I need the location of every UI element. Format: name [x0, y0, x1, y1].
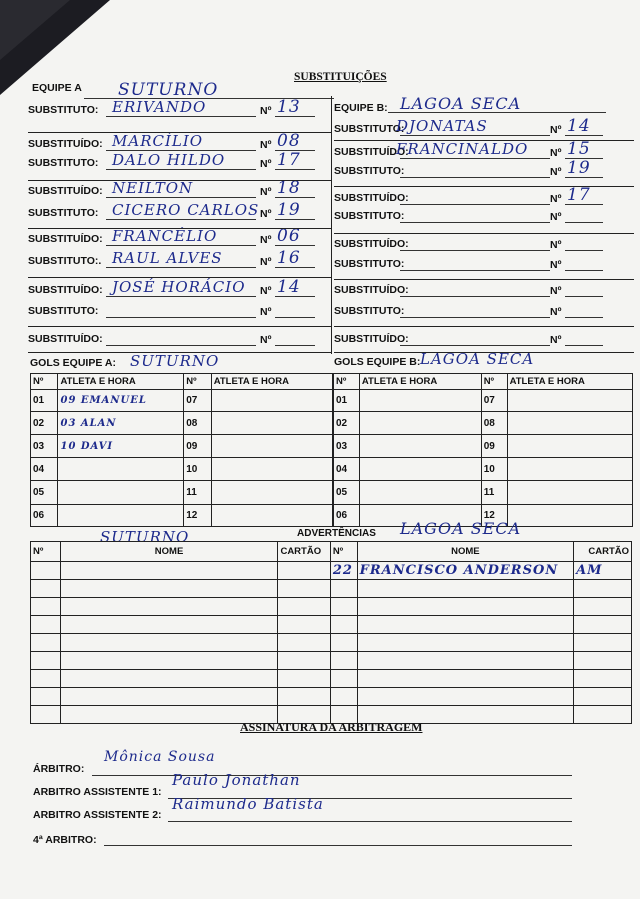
goals-row: [334, 481, 633, 505]
warning-cartao: [574, 706, 632, 724]
sub-number-label: Nº: [550, 239, 562, 251]
goal-number: 01: [31, 390, 58, 412]
warning-nome: [357, 688, 573, 706]
goals-header-cell: ATLETA E HORA: [507, 374, 632, 390]
sub-divider: [331, 96, 332, 354]
goals-header-cell: ATLETA E HORA: [359, 374, 481, 390]
goal-entry: [359, 412, 481, 435]
assistente-2-signature: Raimundo Batista: [172, 795, 324, 813]
sub-label: SUBSTITUTO:: [28, 104, 99, 116]
sub-number-label: Nº: [550, 211, 562, 223]
sub-number-label: Nº: [260, 234, 272, 246]
sub-number-line: [565, 204, 603, 205]
goals-header-row: [334, 374, 633, 390]
sub-label: SUBSTITUÍDO:: [28, 284, 103, 296]
warning-no: [31, 562, 61, 580]
sub-name-line: [106, 245, 256, 246]
goal-number: 11: [481, 481, 507, 505]
sub-name-line: [400, 222, 550, 223]
goal-entry: [507, 458, 632, 481]
sub-number-value: 08: [277, 131, 301, 151]
quarto-arbitro-label: 4ª ARBITRO:: [33, 834, 97, 846]
sub-player-name: MARCÍLIO: [112, 132, 204, 150]
goal-number: 05: [31, 481, 58, 505]
scan-corner-shadow-inner: [0, 0, 70, 60]
warning-no: [31, 652, 61, 670]
sub-number-label: Nº: [260, 306, 272, 318]
sub-number-label: Nº: [260, 186, 272, 198]
warning-no: [330, 670, 357, 688]
equipe-b-underline: [388, 112, 606, 113]
goal-number: 01: [334, 390, 360, 412]
goal-entry: [211, 412, 332, 435]
warning-cartao: [278, 598, 330, 616]
sub-number-value: 18: [277, 178, 301, 198]
sub-label: SUBSTITUTO:: [334, 210, 405, 222]
warning-nome: [60, 598, 278, 616]
advertencias-label: ADVERTÊNCIAS: [297, 528, 376, 539]
sub-label: SUBSTITUÍDO:: [28, 185, 103, 197]
warning-cartao: AM: [574, 562, 632, 580]
warnings-row: [31, 634, 632, 652]
sub-player-name: NEILTON: [112, 179, 194, 197]
goal-entry: 09 EMANUEL: [58, 390, 184, 412]
goal-entry: 03 ALAN: [58, 412, 184, 435]
warning-nome: [357, 598, 573, 616]
sub-number-line: [275, 219, 315, 220]
assistente-2-line: [168, 821, 572, 822]
goal-entry: [211, 481, 332, 505]
sub-number-label: Nº: [550, 166, 562, 178]
warning-cartao: [574, 670, 632, 688]
goals-table: [30, 373, 333, 527]
sub-separator: [334, 279, 634, 280]
goal-number: 04: [31, 458, 58, 481]
page-title: SUBSTITUIÇÕES: [294, 71, 387, 83]
goal-entry: [507, 435, 632, 458]
sub-label: SUBSTITUTO:: [334, 305, 405, 317]
warning-no: [31, 688, 61, 706]
sub-name-line: [106, 267, 256, 268]
sub-number-label: Nº: [550, 259, 562, 271]
sub-number-label: Nº: [550, 147, 562, 159]
warnings-row: [31, 652, 632, 670]
sub-label: SUBSTITUÍDO:: [334, 146, 409, 158]
sub-number-line: [275, 317, 315, 318]
sub-separator: [28, 132, 331, 133]
goal-number: 04: [334, 458, 360, 481]
warnings-grid: [30, 541, 632, 724]
sub-number-label: Nº: [260, 334, 272, 346]
goal-number: 03: [334, 435, 360, 458]
sub-label: SUBSTITUTO:: [334, 165, 405, 177]
sub-number-value: 17: [277, 150, 301, 170]
equipe-a-name: SUTURNO: [118, 80, 219, 100]
warning-cartao: [278, 670, 330, 688]
warning-cartao: [574, 580, 632, 598]
warning-nome: [357, 652, 573, 670]
goals-header-cell: Nº: [31, 374, 58, 390]
warnings-header-cell: Nº: [330, 542, 357, 562]
goal-entry: [211, 458, 332, 481]
goal-number: 07: [184, 390, 211, 412]
sub-player-name: DJONATAS: [396, 117, 488, 135]
sub-number-label: Nº: [550, 124, 562, 136]
goal-entry: [211, 390, 332, 412]
goal-number: 07: [481, 390, 507, 412]
sub-separator: [334, 140, 634, 141]
sub-number-label: Nº: [550, 193, 562, 205]
sub-label: SUBSTITUÍDO:: [334, 192, 409, 204]
warning-cartao: [278, 580, 330, 598]
sub-name-line: [400, 135, 550, 136]
sub-label: SUBSTITUÍDO:: [28, 333, 103, 345]
goal-number: 10: [481, 458, 507, 481]
goal-entry: [507, 481, 632, 505]
sub-label: SUBSTITUTO:: [28, 157, 99, 169]
sub-number-line: [565, 222, 603, 223]
sub-player-name: DALO HILDO: [112, 151, 226, 169]
warnings-header-cell: Nº: [31, 542, 61, 562]
sub-number-line: [565, 296, 603, 297]
goal-number: 06: [334, 505, 360, 527]
sub-number-line: [565, 345, 603, 346]
warnings-header-cell: NOME: [357, 542, 573, 562]
sub-number-label: Nº: [260, 139, 272, 151]
arbitro-line: [92, 775, 572, 776]
sub-name-line: [400, 270, 550, 271]
sub-name-line: [106, 317, 256, 318]
sub-separator: [28, 326, 331, 327]
sub-number-line: [275, 116, 315, 117]
sub-name-line: [400, 317, 550, 318]
sub-player-name: JOSÉ HORÁCIO: [112, 278, 246, 296]
sub-number-label: Nº: [260, 105, 272, 117]
sub-number-label: Nº: [550, 334, 562, 346]
goal-entry: [211, 505, 332, 527]
goals-row: [334, 390, 633, 412]
warning-cartao: [278, 688, 330, 706]
warnings-row: [31, 580, 632, 598]
goal-number: 12: [184, 505, 211, 527]
warning-cartao: [574, 652, 632, 670]
sub-label: SUBSTITUÍDO:: [334, 284, 409, 296]
sub-name-line: [106, 345, 256, 346]
sub-number-value: 19: [567, 158, 591, 178]
sub-name-line: [400, 177, 550, 178]
goal-entry: [507, 412, 632, 435]
sub-label: SUBSTITUÍDO:: [28, 138, 103, 150]
sub-label: SUBSTITUTO:.: [28, 255, 102, 267]
warning-nome: [357, 670, 573, 688]
sub-number-label: Nº: [260, 256, 272, 268]
sub-name-line: [400, 250, 550, 251]
sub-name-line: [400, 204, 550, 205]
sub-number-value: 16: [277, 248, 301, 268]
sub-player-name: ERIVANDO: [112, 98, 207, 116]
sub-number-line: [275, 245, 315, 246]
goals-row: [31, 412, 333, 435]
quarto-arbitro-line: [104, 845, 572, 846]
sub-number-label: Nº: [260, 158, 272, 170]
sub-number-line: [275, 296, 315, 297]
goal-number: 11: [184, 481, 211, 505]
warning-no: [31, 670, 61, 688]
goals-header-cell: Nº: [184, 374, 211, 390]
goals-row: [334, 458, 633, 481]
warning-cartao: [278, 616, 330, 634]
sub-number-value: 19: [277, 200, 301, 220]
warning-no: [330, 652, 357, 670]
warning-cartao: [278, 562, 330, 580]
sub-number-line: [275, 345, 315, 346]
goal-number: 12: [481, 505, 507, 527]
warning-nome: [60, 670, 278, 688]
goal-entry: [507, 390, 632, 412]
warning-cartao: [278, 634, 330, 652]
goal-entry: [359, 481, 481, 505]
goal-entry: [58, 458, 184, 481]
sub-number-label: Nº: [550, 285, 562, 297]
goal-number: 03: [31, 435, 58, 458]
sub-label: SUBSTITUÍDO:: [334, 238, 409, 250]
goal-number: 10: [184, 458, 211, 481]
goal-number: 09: [481, 435, 507, 458]
sub-label: SUBSTITUTO:: [334, 123, 405, 135]
goals-row: [334, 412, 633, 435]
sub-number-line: [565, 270, 603, 271]
warning-nome: [60, 688, 278, 706]
sub-number-value: 06: [277, 226, 301, 246]
sub-name-line: [106, 169, 256, 170]
sub-name-line: [106, 197, 256, 198]
sub-name-line: [106, 296, 256, 297]
goal-number: 08: [184, 412, 211, 435]
warnings-header-cell: NOME: [60, 542, 278, 562]
warning-no: [31, 616, 61, 634]
sub-player-name: RAUL ALVES: [112, 249, 223, 267]
warning-no: [330, 688, 357, 706]
equipe-a-label: EQUIPE A: [32, 82, 82, 94]
sub-number-label: Nº: [550, 306, 562, 318]
gols-equipe-b-label: GOLS EQUIPE B:: [334, 356, 421, 368]
warning-nome: FRANCISCO ANDERSON: [357, 562, 573, 580]
warning-no: [330, 634, 357, 652]
assinatura-title: ASSINATURA DA ARBITRAGEM: [240, 720, 423, 734]
warning-no: [330, 580, 357, 598]
sub-separator: [28, 277, 331, 278]
goals-header-row: [31, 374, 333, 390]
sub-player-name: CICERO CARLOS: [112, 201, 260, 219]
sub-label: SUBSTITUTO:: [28, 207, 99, 219]
warnings-row: [31, 598, 632, 616]
sub-name-line: [400, 158, 550, 159]
sub-number-label: Nº: [260, 208, 272, 220]
warning-no: [31, 598, 61, 616]
goal-entry: [359, 458, 481, 481]
warning-nome: [60, 616, 278, 634]
warning-nome: [357, 616, 573, 634]
sub-number-value: 17: [567, 185, 591, 205]
sub-separator: [334, 186, 634, 187]
goal-entry: [359, 390, 481, 412]
goals-row: [31, 435, 333, 458]
goal-entry: 10 DAVI: [58, 435, 184, 458]
warning-nome: [357, 634, 573, 652]
warning-no: 22: [330, 562, 357, 580]
warnings-row: [31, 670, 632, 688]
warning-nome: [357, 580, 573, 598]
sub-player-name: FRANCÉLIO: [112, 227, 218, 245]
warning-cartao: [574, 634, 632, 652]
sub-label: SUBSTITUTO:: [334, 258, 405, 270]
goals-header-cell: ATLETA E HORA: [58, 374, 184, 390]
sub-name-line: [400, 345, 550, 346]
sub-separator: [334, 326, 634, 327]
sub-separator: [334, 233, 634, 234]
goal-entry: [58, 481, 184, 505]
sub-separator: [28, 180, 331, 181]
sub-number-line: [565, 250, 603, 251]
goals-row: [31, 390, 333, 412]
warnings-row: [31, 688, 632, 706]
sub-number-line: [275, 197, 315, 198]
warning-cartao: [574, 598, 632, 616]
goals-row: [334, 435, 633, 458]
warning-nome: [60, 562, 278, 580]
goal-number: 09: [184, 435, 211, 458]
goals-row: [31, 481, 333, 505]
goals-header-cell: Nº: [481, 374, 507, 390]
arbitro-signature: Mônica Sousa: [104, 749, 216, 765]
warnings-header-cell: CARTÃO: [574, 542, 632, 562]
sub-number-line: [275, 267, 315, 268]
sub-number-value: 14: [277, 277, 301, 297]
gols-equipe-b-name: LAGOA SECA: [420, 350, 535, 368]
warnings-row: [31, 562, 632, 580]
goal-number: 02: [334, 412, 360, 435]
goal-number: 02: [31, 412, 58, 435]
assistente-1-label: ARBITRO ASSISTENTE 1:: [33, 786, 162, 798]
goal-number: 05: [334, 481, 360, 505]
goals-row: [31, 458, 333, 481]
gols-equipe-a-name: SUTURNO: [130, 352, 220, 370]
warning-no: [330, 598, 357, 616]
goal-number: 06: [31, 505, 58, 527]
goal-entry: [211, 435, 332, 458]
goal-entry: [359, 435, 481, 458]
goals-header-cell: ATLETA E HORA: [211, 374, 332, 390]
arbitro-label: ÁRBITRO:: [33, 763, 85, 775]
warning-no: [31, 634, 61, 652]
sub-label: SUBSTITUTO:: [28, 305, 99, 317]
goals-table: [333, 373, 633, 527]
warnings-header-row: [31, 542, 632, 562]
sub-separator: [28, 228, 331, 229]
assistente-2-label: ARBITRO ASSISTENTE 2:: [33, 809, 162, 821]
sub-name-line: [106, 116, 256, 117]
advertencias-team-a: SUTURNO: [100, 528, 190, 546]
sub-number-label: Nº: [260, 285, 272, 297]
warning-cartao: [574, 688, 632, 706]
sub-name-line: [106, 219, 256, 220]
sub-number-value: 13: [277, 97, 301, 117]
advertencias-team-b: LAGOA SECA: [400, 519, 522, 538]
sub-number-value: 15: [567, 139, 591, 159]
gols-equipe-a-label: GOLS EQUIPE A:: [30, 357, 116, 369]
warnings-row: [31, 616, 632, 634]
sub-player-name: FRANCINALDO: [396, 140, 529, 158]
warning-no: [31, 580, 61, 598]
equipe-b-name: LAGOA SECA: [400, 94, 522, 113]
warning-no: [330, 616, 357, 634]
sub-number-line: [565, 317, 603, 318]
warning-cartao: [278, 652, 330, 670]
warnings-header-cell: CARTÃO: [278, 542, 330, 562]
warning-nome: [60, 580, 278, 598]
warning-nome: [60, 634, 278, 652]
sub-label: SUBSTITUÍDO:: [334, 333, 409, 345]
warning-no: [31, 706, 61, 724]
warning-cartao: [574, 616, 632, 634]
goal-entry: [507, 505, 632, 527]
warning-nome: [60, 652, 278, 670]
equipe-b-label: EQUIPE B:: [334, 102, 388, 114]
goal-number: 08: [481, 412, 507, 435]
sub-name-line: [400, 296, 550, 297]
sub-number-value: 14: [567, 116, 591, 136]
assistente-1-signature: Paulo Jonathan: [172, 771, 301, 789]
sub-label: SUBSTITUÍDO:: [28, 233, 103, 245]
goals-header-cell: Nº: [334, 374, 360, 390]
sub-number-line: [565, 177, 603, 178]
sub-number-line: [275, 169, 315, 170]
goals-row: [31, 505, 333, 527]
sub-number-line: [565, 135, 603, 136]
goal-entry: [58, 505, 184, 527]
